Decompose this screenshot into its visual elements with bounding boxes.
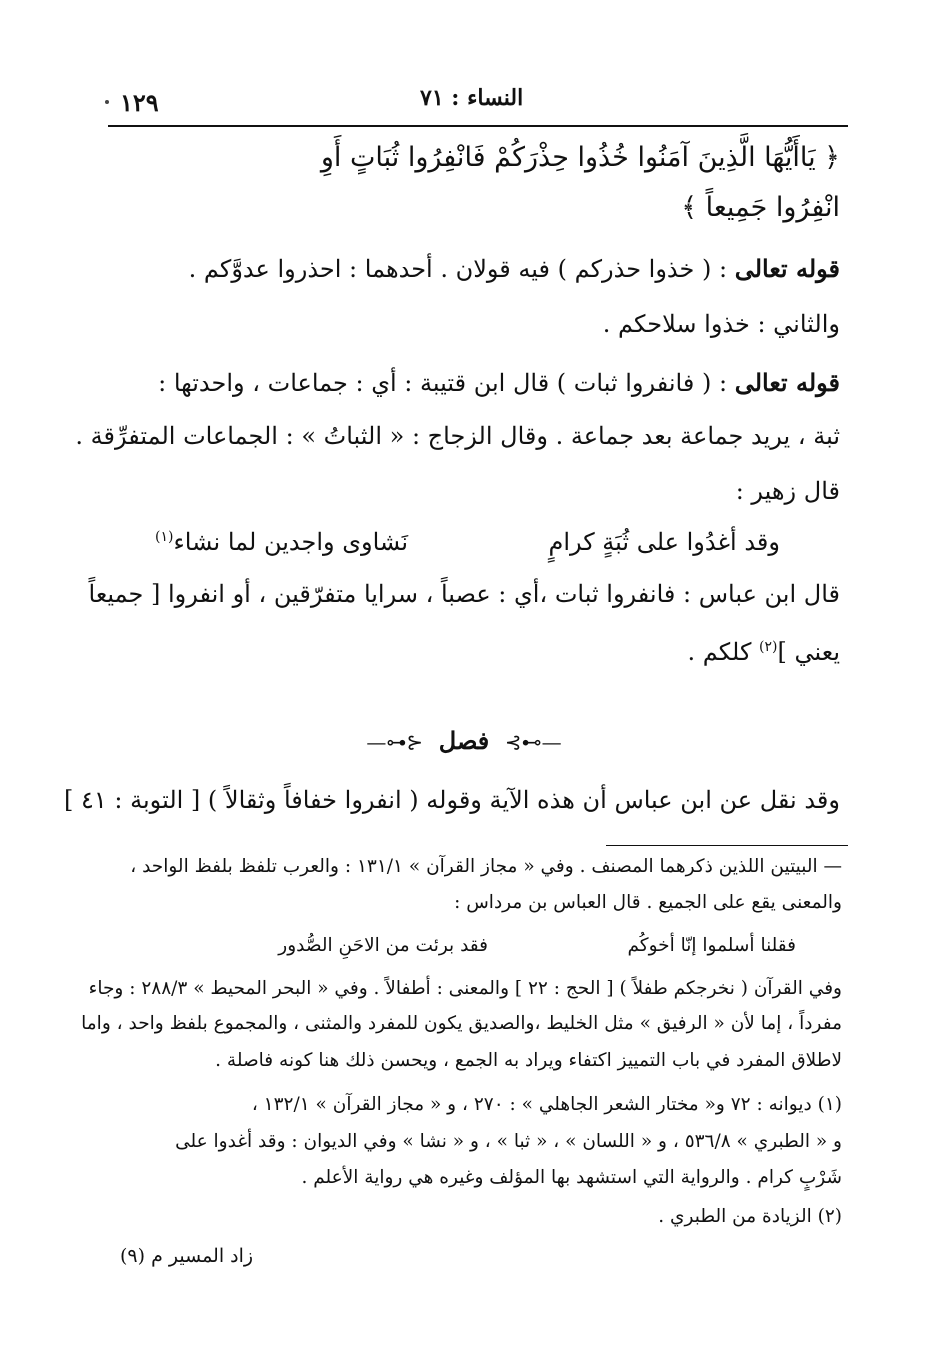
footnote-rule <box>606 845 848 846</box>
footnote-1-line-2: و « الطبري » ٥٣٦/٨ ، و « اللسان » ، « ثبا » ، و « نشا » وفي الديوان : وقد أغدوا على <box>175 1131 842 1152</box>
footnote-0-line-1: — البيتين اللذين ذكرهما المصنف . وفي « مجاز القرآن » ١٣١/١ : والعرب تلفظ بلفظ الواحد ، <box>130 856 842 877</box>
footnote-1-line-1: (١) ديوانه : ٧٢ و« مختار الشعر الجاهلي » : ٢٧٠ ، و « مجاز القرآن » ١٣٢/١ ، <box>251 1094 842 1115</box>
para3-line-2-a: يعني ] <box>777 638 840 666</box>
page-number: ١٢٩ <box>120 88 159 117</box>
section-title: فصل <box>438 726 490 755</box>
footnote-0-line-2: والمعنى يقع على الجميع . قال العباس بن مرداس : <box>454 892 842 913</box>
para2-line-2: ثبة ، يريد جماعة بعد جماعة . وقال الزجاج : « الثباتُ » : الجماعات المتفرِّقة . <box>75 422 840 450</box>
footer-signature: زاد المسير م (٩) <box>120 1245 254 1267</box>
poem-footnote-ref: (١) <box>155 529 174 545</box>
poem-hemistich-2 <box>155 528 408 556</box>
para1-lead: قوله تعالى <box>734 254 840 283</box>
ornament-left-icon: —⊶⊱ <box>366 730 424 754</box>
section-line-1: وقد نقل عن ابن عباس أن هذه الآية وقوله ( انفروا خفافاً وثقالاً ) [ التوبة : ٤١ ] <box>64 786 840 814</box>
footnote-0-verse-a: فقلنا أسلموا إنّا أخوكُم <box>627 935 796 956</box>
para1-line-1-text: : ( خذوا حذركم ) فيه قولان . أحدهما : احذروا عدوَّكم . <box>188 255 728 283</box>
verse-line-1: ﴿ يَاأَيُّهَا الَّذِينَ آمَنُوا خُذُوا حِذْرَكُمْ فَانْفِرُوا ثُبَاتٍ أَوِ <box>320 142 840 173</box>
para1-line-2: والثاني : خذوا سلاحكم . <box>602 310 840 338</box>
footnote-0-line-5: لاطلاق المفرد في باب التمييز اكتفاء ويراد به الجمع ، ويحسن ذلك هنا كونه فاصلة . <box>215 1050 842 1071</box>
para3-line-2 <box>688 638 840 666</box>
surah-label: النساء : ٧١ <box>420 85 524 111</box>
stray-dot <box>105 100 109 104</box>
para2-line-1-text: : ( فانفروا ثبات ) قال ابن قتيبة : أي : جماعات ، واحدتها : <box>158 369 728 397</box>
footnote-1-line-3: شَرْبٍ كرام . والرواية التي استشهد بها المؤلف وغيره هي رواية الأعلم . <box>301 1167 842 1188</box>
para2-line-3: قال زهير : <box>735 477 840 505</box>
para1-line-1 <box>189 254 840 283</box>
header-rule <box>108 125 848 127</box>
poem-hemistich-2-text: نَشاوى واجدين لما نشاء <box>173 528 408 556</box>
ornament-right-icon: ⊰⊷— <box>504 730 562 754</box>
section-heading <box>0 726 928 755</box>
para3-line-2-b: كلكم . <box>687 638 752 666</box>
poem-hemistich-1: وقد أغدُوا على ثُبَةٍ كرامٍ <box>548 528 780 556</box>
footnote-0-verse-b: فقد برئت من الاحَنِ الصُّدور <box>278 935 488 956</box>
footnote-0-line-4: مفرداً ، إما لأن « الرفيق » مثل الخليط ،والصديق يكون للمفرد والمثنى ، والمجموع بلفظ واحد ، واما <box>81 1013 842 1034</box>
para2-lead: قوله تعالى <box>734 368 840 397</box>
footnote-0-line-3: وفي القرآن ( نخرجكم طفلاً ) [ الحج : ٢٢ ] والمعنى : أطفالاً . وفي « البحر المحيط » ٢٨٨/٣ : وجاء <box>88 978 842 999</box>
verse-line-2: انْفِرُوا جَمِيعاً ﴾ <box>681 192 840 223</box>
footnote-2-line-1: (٢) الزيادة من الطبري . <box>658 1206 842 1227</box>
para3-line-1: قال ابن عباس : فانفروا ثبات ،أي : عصباً ، سرايا متفرّقين ، أو انفروا [ جميعاً <box>88 580 840 608</box>
para3-footnote-ref: (٢) <box>759 639 778 655</box>
para2-line-1 <box>158 368 840 397</box>
